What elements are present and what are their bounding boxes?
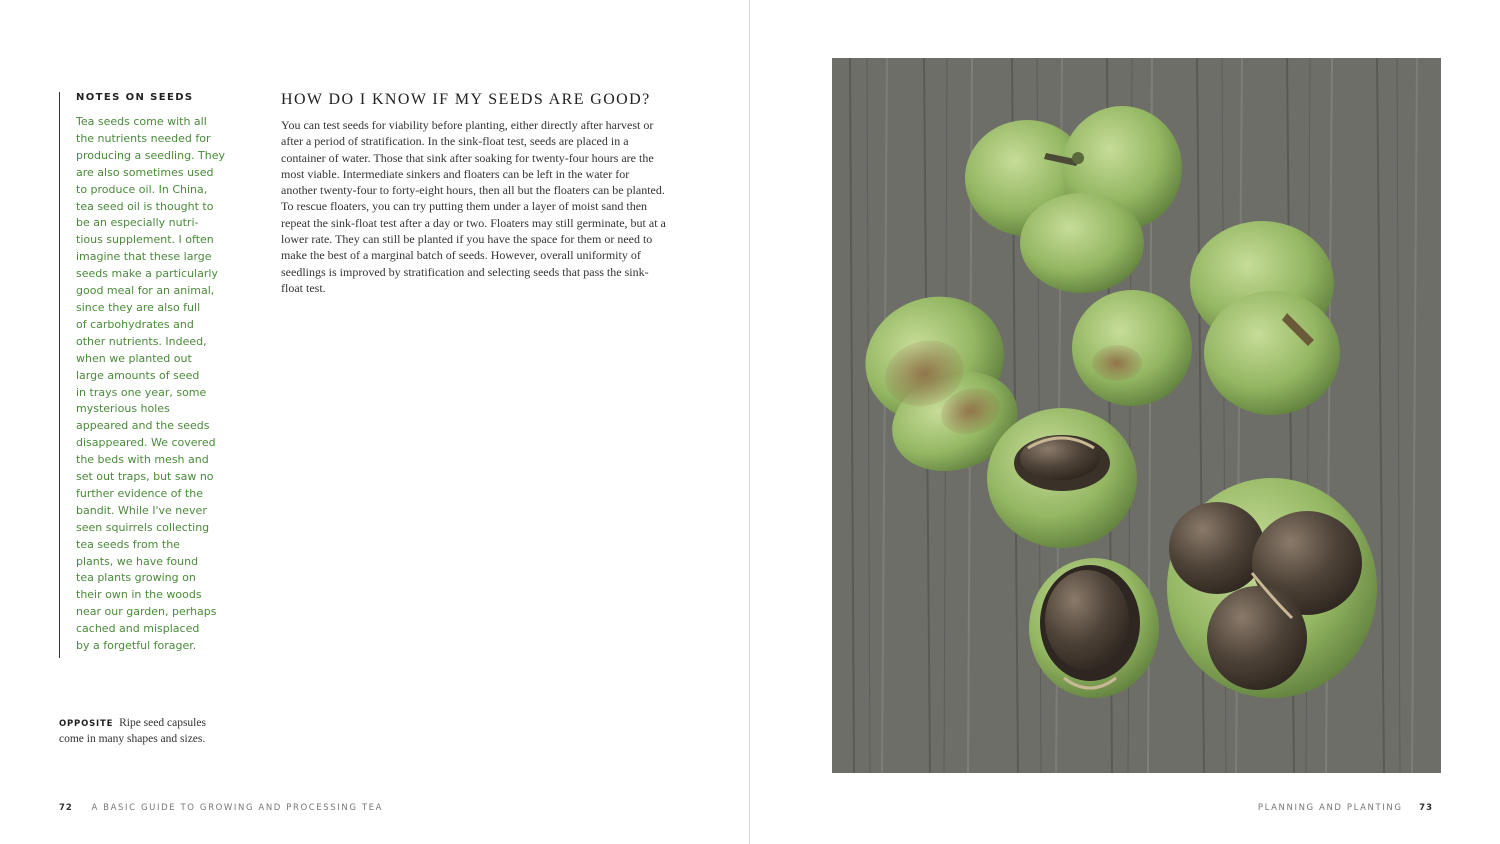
page-number-left: 72 <box>59 803 73 813</box>
body-paragraph: You can test seeds for viability before planting, either directly after harvest or after a period of stratification. In the sink-float test, seeds are placed in a container of water. Those that sink after soaking for twenty-four hours are the most viable. Intermediate sinkers and floaters can be left in the water for another twenty-four to forty-eight hours, then all but the floaters can be planted. To rescue floaters, you can try putting them under a layer of moist sand then repeat the sink-float test after a day or two. Floaters may still germinate, but at a lower rate. They can still be planted if you have the space for them or need to make the best of a marginal batch of seeds. However, overall uniformity of seedlings is improved by stratification and selecting seeds that pass the sink-float test. <box>281 118 666 295</box>
page-number-right: 73 <box>1419 803 1433 813</box>
seed-capsules-photo <box>832 58 1441 773</box>
sidebar-title: NOTES ON SEEDS <box>76 92 194 103</box>
book-title-running-head: A BASIC GUIDE TO GROWING AND PROCESSING TEA <box>91 803 383 813</box>
left-footer <box>59 803 383 813</box>
section-running-head: PLANNING AND PLANTING <box>1257 803 1403 813</box>
seed-capsules-illustration <box>832 58 1441 773</box>
section-heading: HOW DO I KNOW IF MY SEEDS ARE GOOD? <box>281 91 651 108</box>
right-footer <box>1258 803 1433 813</box>
photo-caption <box>59 716 229 747</box>
sidebar-body: Tea seeds come with all the nutrients needed for producing a seedling. They are also sometimes used to produce oil. In China, tea seed oil is thought to be an especially nutri- tious supplement. I often imagine that these large seeds make a particularly good meal for an animal, since they are also full of carbohydrates and other nutrients. Indeed, when we planted out large amounts of seed in trays one year, some mysterious holes appeared and the seeds disappeared. We covered the beds with mesh and set out traps, but saw no further evidence of the bandit. While I've never seen squirrels collecting tea seeds from the plants, we have found tea plants growing on their own in the woods near our garden, perhaps cached and misplaced by a forgetful forager. <box>76 115 226 653</box>
sidebar-notes <box>59 92 235 658</box>
caption-text: Ripe seed capsules come in many shapes and sizes. <box>59 717 206 745</box>
caption-label: OPPOSITE <box>59 719 114 729</box>
right-page <box>750 0 1500 844</box>
